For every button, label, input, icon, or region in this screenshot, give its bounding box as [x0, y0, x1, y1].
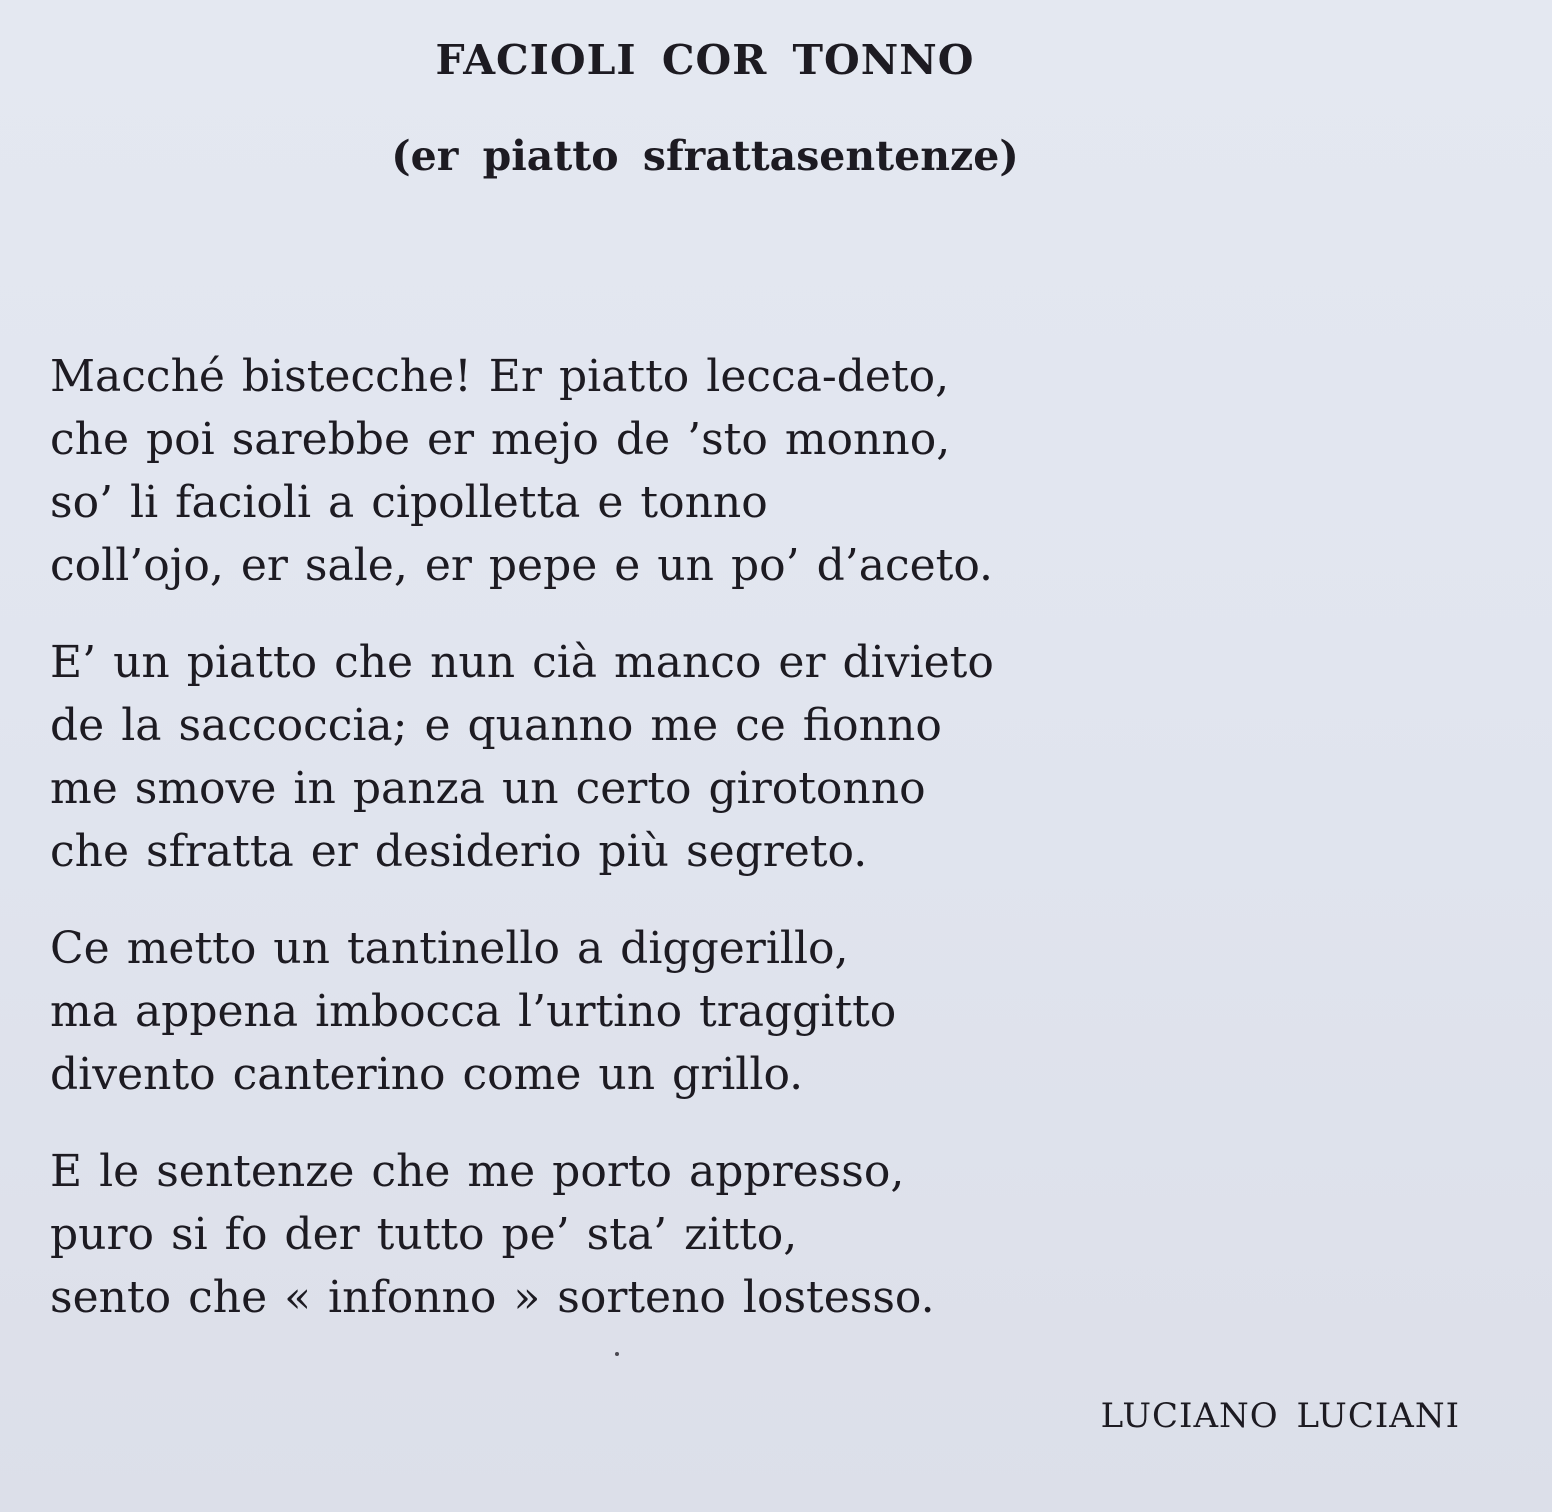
- verse-line: Macché bistecche! Er piatto lecca-deto,: [50, 351, 950, 402]
- stanza-3: [50, 917, 1130, 1106]
- verse-line: de la saccoccia; e quanno me ce fionno: [50, 700, 942, 751]
- stanza-1: [50, 345, 1130, 597]
- poem-author: LUCIANO LUCIANI: [1100, 1396, 1460, 1436]
- verse-line: che poi sarebbe er mejo de ’sto monno,: [50, 414, 951, 465]
- verse-line: coll’ojo, er sale, er pepe e un po’ d’aceto.: [50, 540, 994, 591]
- verse-line: E’ un piatto che nun cià manco er divieto: [50, 637, 994, 688]
- verse-line: ma appena imbocca l’urtino traggitto: [50, 986, 897, 1037]
- verse-line: sento che « infonno » sorteno lostesso.: [50, 1272, 935, 1323]
- verse-line: Ce metto un tantinello a diggerillo,: [50, 923, 849, 974]
- verse-line: puro si fo der tutto pe’ sta’ zitto,: [50, 1209, 798, 1260]
- verse-line: me smove in panza un certo girotonno: [50, 763, 926, 814]
- verse-line: divento canterino come un grillo.: [50, 1049, 804, 1100]
- poem-body: [50, 345, 1130, 1363]
- ink-dot: [615, 1352, 619, 1356]
- stanza-2: [50, 631, 1130, 883]
- stanza-4: [50, 1140, 1130, 1329]
- verse-line: E le sentenze che me porto appresso,: [50, 1146, 905, 1197]
- poem-title: FACIOLI COR TONNO: [435, 36, 975, 84]
- verse-line: che sfratta er desiderio più segreto.: [50, 826, 868, 877]
- poem-subtitle: (er piatto sfrattasentenze): [391, 132, 1019, 180]
- verse-line: so’ li facioli a cipolletta e tonno: [50, 477, 768, 528]
